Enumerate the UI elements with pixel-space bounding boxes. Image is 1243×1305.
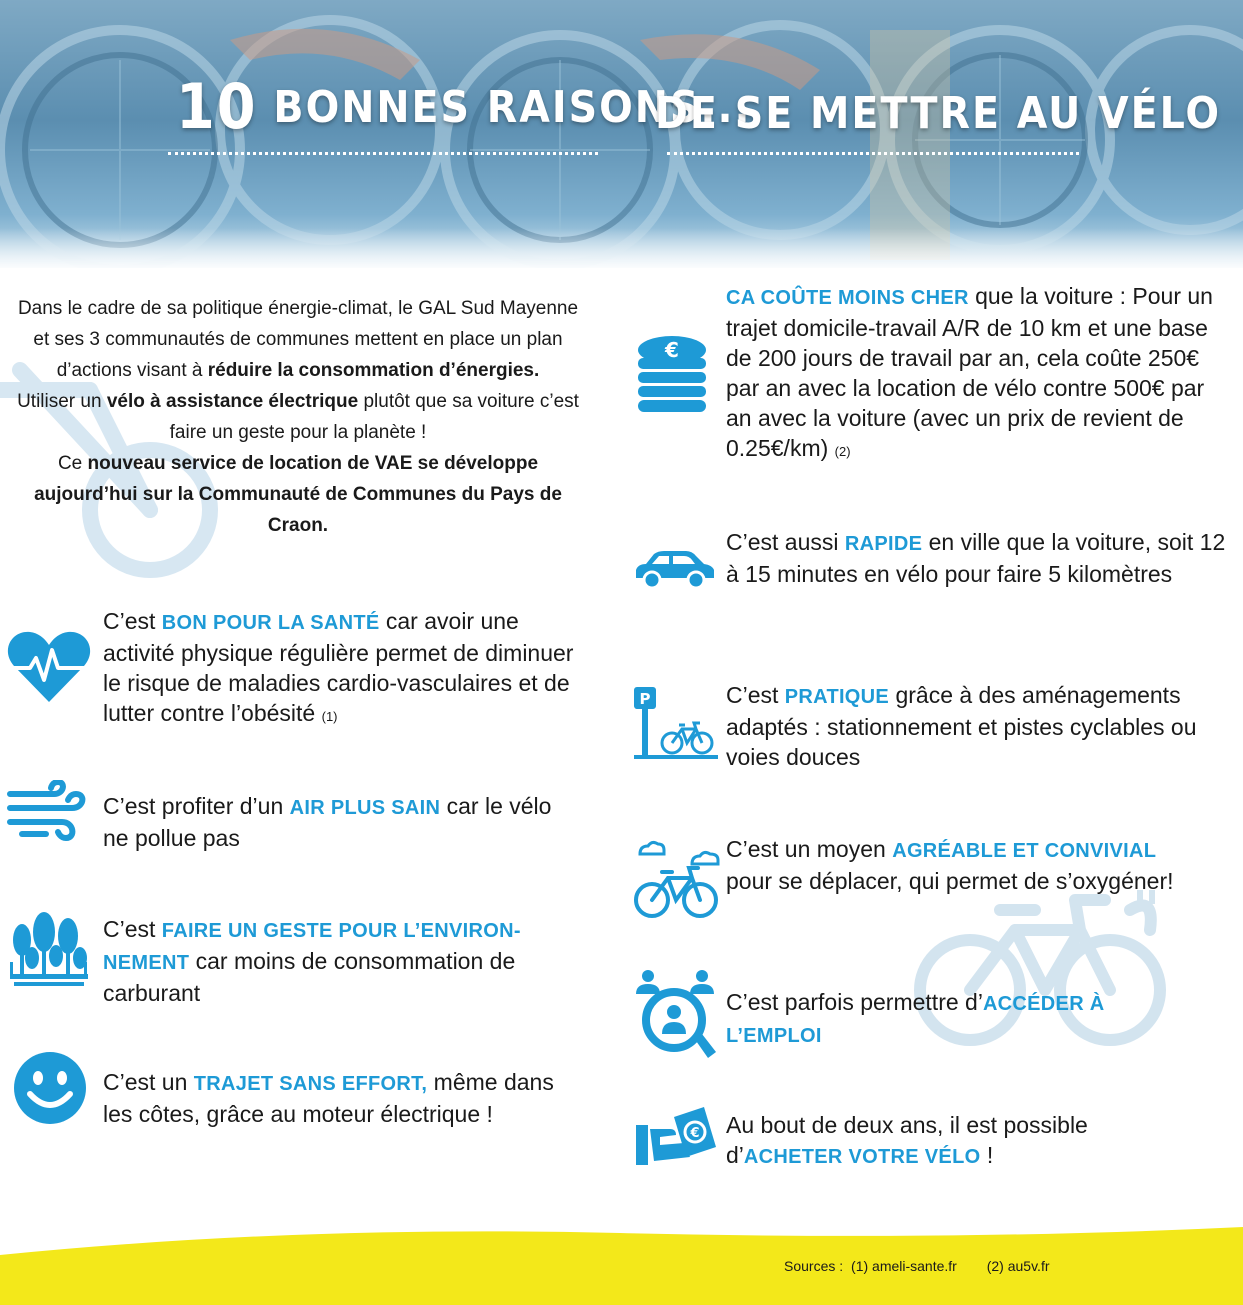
- svg-text:€: €: [690, 1126, 700, 1141]
- intro-bold-1: réduire la consommation d’énergies.: [207, 360, 540, 381]
- reason-fast-text: en ville que la voiture, soit 12 à 15 minutes en vélo pour faire 5 kilomètres: [726, 529, 1226, 587]
- source-2: (2) au5v.fr: [986, 1258, 1050, 1274]
- reason-pleasant-pre: C’est un moyen: [726, 836, 893, 862]
- banner-fade: [0, 228, 1243, 268]
- smiley-icon: [12, 1050, 88, 1126]
- reason-practical-text: grâce à des aménagements adaptés : stationnement et pistes cyclables ou voies douces: [726, 682, 1197, 770]
- buy-hand-icon: [634, 1105, 718, 1173]
- reason-health-keyword: BON POUR LA SANTÉ: [161, 612, 380, 634]
- svg-text:P: P: [639, 690, 651, 708]
- svg-text:€: €: [665, 338, 679, 362]
- bike-clouds-icon: [632, 838, 722, 922]
- reason-air-text: car le vélo ne pollue pas: [103, 793, 552, 851]
- intro-text-4: Ce: [57, 453, 88, 474]
- wind-icon: [6, 780, 90, 842]
- reason-fast: [726, 527, 1226, 589]
- reason-health: [103, 606, 583, 732]
- intro-bold-3: nouveau service de location de VAE se développe aujourd’hui sur la Communauté de Communes du Pays de Craon.: [34, 453, 562, 536]
- intro-bold-2: vélo à assistance électrique: [106, 391, 359, 412]
- page-title-part2: DE SE METTRE AU VÉLO: [655, 88, 1221, 139]
- reason-cost-text: que la voiture : Pour un trajet domicile-travail A/R de 10 km et une base de 200 jours de travail par an, cela coûte 250€ par an avec la location de vélo contre 500€ par an avec la voiture (avec un prix de revient de 0.25€/km): [726, 283, 1213, 461]
- reason-effortless-keyword: TRAJET SANS EFFORT,: [193, 1073, 428, 1095]
- reason-air: [103, 791, 573, 853]
- sources-label: Sources :: [784, 1258, 844, 1274]
- intro-paragraph: [14, 293, 582, 541]
- reason-effortless: [103, 1067, 583, 1129]
- reason-employment: [726, 987, 1146, 1051]
- title-underline-2: [667, 152, 1079, 155]
- job-search-icon: [634, 968, 716, 1060]
- reason-effortless-pre: C’est un: [103, 1069, 194, 1095]
- reason-environment: [103, 914, 583, 1008]
- reason-health-pre: C’est: [103, 608, 162, 634]
- reason-practical-pre: C’est: [726, 682, 785, 708]
- reason-fast-pre: C’est aussi: [726, 529, 845, 555]
- reason-buy-text: !: [980, 1142, 994, 1168]
- reason-buy-pre: Au bout de deux ans, il est possible d’: [726, 1112, 1088, 1168]
- reason-health-text: car avoir une activité physique régulière permet de diminuer le risque de maladies cardio-vasculaires et de lutter contre l’obésité: [103, 608, 574, 726]
- car-icon: [632, 550, 716, 590]
- reason-practical: [726, 680, 1231, 772]
- reason-fast-keyword: RAPIDE: [844, 533, 923, 555]
- reason-practical-keyword: PRATIQUE: [784, 686, 890, 708]
- intro-text-3: plutôt que sa voiture c’est faire un geste pour la planète !: [169, 391, 579, 443]
- reason-pleasant: [726, 834, 1201, 896]
- intro-text-2: Utiliser un: [17, 391, 107, 412]
- title-text-1: BONNES RAISONS...: [273, 82, 752, 133]
- reason-buy-keyword: ACHETER VOTRE VÉLO: [743, 1146, 981, 1168]
- reason-cost-keyword: CA COÛTE MOINS CHER: [726, 287, 969, 309]
- reason-air-pre: C’est profiter d’un: [103, 793, 290, 819]
- reason-pleasant-keyword: AGRÉABLE ET CONVIVIAL: [892, 840, 1157, 862]
- reason-environment-pre: C’est: [103, 916, 162, 942]
- reason-buy: [726, 1110, 1156, 1172]
- reason-cost-ref: (2): [834, 444, 851, 459]
- bike-parking-icon: [632, 685, 718, 761]
- sources-footer: [784, 1258, 1076, 1274]
- reason-environment-keyword: FAIRE UN GESTE POUR L’ENVIRON-NEMENT: [103, 920, 521, 974]
- reason-air-keyword: AIR PLUS SAIN: [289, 797, 441, 819]
- reason-pleasant-text: pour se déplacer, qui permet de s’oxygéner!: [726, 868, 1174, 894]
- coins-icon: [634, 330, 710, 416]
- title-underline-1: [168, 152, 598, 155]
- reason-employment-keyword: ACCÉDER À L’EMPLOI: [726, 993, 1105, 1047]
- reason-effortless-text: même dans les côtes, grâce au moteur électrique !: [103, 1069, 554, 1127]
- trees-icon: [8, 908, 90, 990]
- reason-health-ref: (1): [321, 709, 338, 724]
- heart-pulse-icon: [6, 630, 92, 704]
- reason-environment-text: car moins de consommation de carburant: [103, 948, 516, 1006]
- intro-text-1: Dans le cadre de sa politique énergie-climat, le GAL Sud Mayenne et ses 3 communautés de communes mettent en place un plan d’actions visant à: [17, 298, 579, 381]
- source-1: (1) ameli-sante.fr: [851, 1258, 957, 1274]
- reason-employment-pre: C’est parfois permettre d’: [726, 989, 983, 1015]
- title-number: 10: [176, 70, 258, 143]
- reason-cost: [726, 281, 1231, 467]
